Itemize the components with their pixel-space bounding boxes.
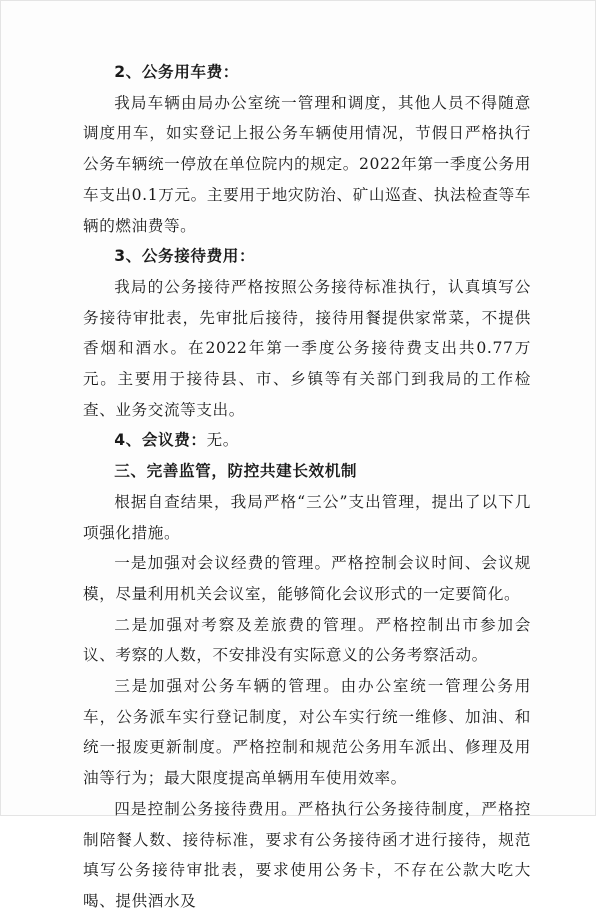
document-body (83, 57, 531, 917)
heading-vehicle-expense: 2、公务用车费： (114, 63, 239, 81)
section-three-heading: 三、完善监管，防控共建长效机制 (114, 462, 358, 481)
meeting-expense-label: 4、会议费： (114, 431, 207, 450)
paragraph-measure-four: 四是控制公务接待费用。严格执行公务接待制度，严格控制陪餐人数、接待标准，要求有公务接待函才进行接待，规范填写公务接待审批表，要求使用公务卡，不存在公款大吃大喝、提供酒水及 (83, 799, 531, 910)
meeting-expense-value: 无。 (206, 431, 239, 450)
heading-reception-expense: 3、公务接待费用： (114, 247, 256, 266)
paragraph-measure-one: 一是加强对会议经费的管理。严格控制会议时间、会议规模，尽量利用机关会议室，能够简化会议形式的一定要简化。 (83, 554, 531, 603)
paragraph-measure-two: 二是加强对考察及差旅费的管理。严格控制出市参加会议、考察的人数，不安排没有实际意义的公务考察活动。 (83, 615, 531, 665)
paragraph-vehicle-expense: 我局车辆由局办公室统一管理和调度，其他人员不得随意调度用车，如实登记上报公务车辆使用情况，节假日严格执行公务车辆统一停放在单位院内的规定。2022年第一季度公务用车支出0.1万元。主要用于地灾防治、矿山巡查、执法检查等车辆的燃油费等。 (83, 93, 531, 235)
paragraph-intro: 根据自查结果，我局严格“三公”支出管理，提出了以下几项强化措施。 (83, 492, 531, 542)
paragraph-measure-three: 三是加强对公务车辆的管理。由办公室统一管理公务用车，公务派车实行登记制度，对公车实行统一维修、加油、和统一报废更新制度。严格控制和规范公务用车派出、修理及用油等行为；最大限度提高单辆用车使用效率。 (83, 677, 531, 788)
meeting-expense-line (83, 425, 531, 456)
paragraph-reception-expense: 我局的公务接待严格按照公务接待标准执行，认真填写公务接待审批表，先审批后接待，接待用餐提供家常菜，不提供香烟和酒水。在2022年第一季度公务接待费支出共0.77万元。主要用于接待县、市、乡镇等有关部门到我局的工作检查、业务交流等支出。 (83, 277, 531, 419)
